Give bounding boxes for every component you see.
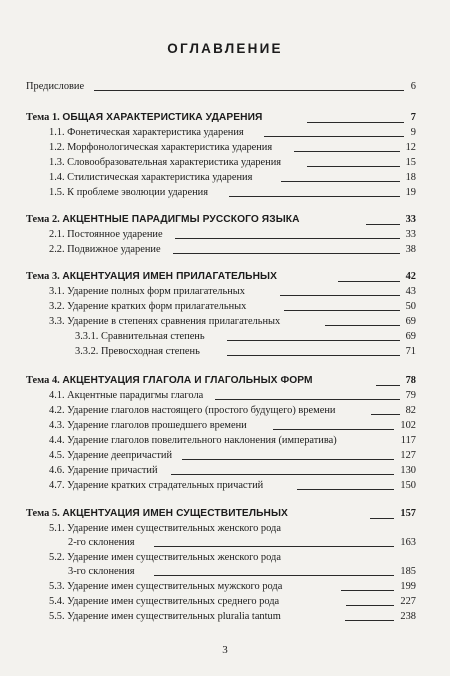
dot-leader (273, 429, 394, 430)
toc-entry-3-3-1[interactable] (75, 330, 416, 344)
page-title: ОГЛАВЛЕНИЕ (167, 41, 283, 56)
toc-entry-label: 3.3.2. Превосходная степень (75, 346, 200, 357)
topic-title: АКЦЕНТУАЦИЯ ИМЕН СУЩЕСТВИТЕЛЬНЫХ (62, 508, 288, 519)
toc-entry-label-cont: 3-го склонения (68, 566, 135, 577)
toc-entry-4-7[interactable] (49, 479, 416, 493)
toc-entry-2-2[interactable] (49, 243, 416, 257)
toc-entry-label: 2.2. Подвижное ударение (49, 244, 161, 255)
page-number: 3 (222, 644, 228, 656)
toc-entry-page: 38 (405, 244, 416, 255)
toc-entry-4-2[interactable] (49, 404, 416, 418)
toc-entry-4-1[interactable] (49, 389, 416, 403)
dot-leader (294, 151, 400, 152)
toc-entry-page: 43 (405, 286, 416, 297)
toc-entry-page: 127 (400, 450, 416, 461)
toc-entry-4-3[interactable] (49, 419, 416, 433)
dot-leader (297, 489, 394, 490)
toc-entry-5-1[interactable] (49, 522, 416, 536)
toc-entry-preface[interactable] (26, 80, 416, 94)
toc-entry-1-2[interactable] (49, 141, 416, 155)
dot-leader (173, 253, 400, 254)
topic-prefix: Тема 1. (26, 112, 63, 123)
toc-entry-5-2[interactable] (49, 551, 416, 565)
dot-leader (227, 355, 400, 356)
toc-entry-label: Предисловие (26, 81, 85, 92)
toc-entry-2-1[interactable] (49, 228, 416, 242)
topic-prefix: Тема 5. (26, 508, 63, 519)
toc-entry-page: 227 (400, 596, 416, 607)
toc-entry-page: 78 (405, 375, 416, 386)
dot-leader (284, 310, 400, 311)
dot-leader (154, 575, 394, 576)
toc-entry-label: 3.3.1. Сравнительная степень (75, 331, 205, 342)
toc-entry-page: 79 (405, 390, 416, 401)
toc-entry-label: 4.6. Ударение причастий (49, 465, 158, 476)
toc-entry-label: 4.5. Ударение деепричастий (49, 450, 173, 461)
dot-leader (227, 340, 400, 341)
toc-entry-1-1[interactable] (49, 126, 416, 140)
dot-leader (307, 122, 404, 123)
dot-leader (341, 590, 394, 591)
toc-entry-page: 6 (410, 81, 416, 92)
toc-entry-page: 12 (405, 142, 416, 153)
topic-title: ОБЩАЯ ХАРАКТЕРИСТИКА УДАРЕНИЯ (62, 112, 263, 123)
toc-entry-1-3[interactable] (49, 156, 416, 170)
toc-entry-label: 4.7. Ударение кратких страдательных причастий (49, 480, 264, 491)
dot-leader (264, 136, 404, 137)
toc-entry-page: 33 (405, 214, 416, 225)
dot-leader (346, 605, 394, 606)
toc-entry-label: 3.3. Ударение в степенях сравнения прилагательных (49, 316, 281, 327)
dot-leader (345, 620, 394, 621)
toc-entry-page: 102 (400, 420, 416, 431)
toc-entry-4-6[interactable] (49, 464, 416, 478)
toc-entry-label-cont: 2-го склонения (68, 537, 135, 548)
toc-entry-1-5[interactable] (49, 186, 416, 200)
toc-entry-page: 19 (405, 187, 416, 198)
toc-topic-5[interactable] (26, 507, 416, 521)
toc-entry-page: 185 (400, 566, 416, 577)
toc-entry-page: 7 (410, 112, 416, 123)
toc-entry-label: 4.2. Ударение глаголов настоящего (простого будущего) времени (49, 405, 336, 416)
toc-entry-label: 5.2. Ударение имен существительных женского рода (49, 552, 281, 563)
toc-entry-page: 163 (400, 537, 416, 548)
toc-entry-page: 117 (400, 435, 416, 446)
toc-entry-4-4[interactable] (49, 434, 416, 448)
toc-entry-label: 1.1. Фонетическая характеристика ударения (49, 127, 244, 138)
toc-entry-3-3-2[interactable] (75, 345, 416, 359)
toc-entry-label: 4.4. Ударение глаголов повелительного наклонения (императива) (49, 435, 337, 446)
topic-title: АКЦЕНТНЫЕ ПАРАДИГМЫ РУССКОГО ЯЗЫКА (62, 214, 300, 225)
toc-entry-page: 33 (405, 229, 416, 240)
toc-entry-label: 4.3. Ударение глаголов прошедшего времени (49, 420, 247, 431)
dot-leader (175, 238, 400, 239)
toc-entry-page: 42 (405, 271, 416, 282)
dot-leader (182, 459, 394, 460)
dot-leader (94, 90, 404, 91)
toc-entry-label: 5.3. Ударение имен существительных мужского рода (49, 581, 283, 592)
toc-entry-page: 238 (400, 611, 416, 622)
toc-entry-page: 9 (410, 127, 416, 138)
toc-entry-page: 130 (400, 465, 416, 476)
dot-leader (280, 295, 400, 296)
dot-leader (281, 181, 400, 182)
toc-entry-label: 5.4. Ударение имен существительных среднего рода (49, 596, 280, 607)
toc-entry-3-2[interactable] (49, 300, 416, 314)
topic-prefix: Тема 3. (26, 271, 63, 282)
dot-leader (338, 281, 400, 282)
toc-entry-page: 199 (400, 581, 416, 592)
dot-leader (376, 385, 400, 386)
dot-leader (215, 399, 400, 400)
toc-entry-page: 18 (405, 172, 416, 183)
toc-entry-page: 15 (405, 157, 416, 168)
toc-topic-3[interactable] (26, 270, 416, 284)
toc-entry-4-5[interactable] (49, 449, 416, 463)
toc-entry-page: 69 (405, 331, 416, 342)
dot-leader (366, 224, 400, 225)
toc-entry-page: 82 (405, 405, 416, 416)
toc-entry-3-1[interactable] (49, 285, 416, 299)
topic-title: АКЦЕНТУАЦИЯ ГЛАГОЛА И ГЛАГОЛЬНЫХ ФОРМ (62, 375, 313, 386)
toc-entry-page: 150 (400, 480, 416, 491)
toc-entry-5-2-cont[interactable] (68, 565, 416, 579)
toc-entry-label: 2.1. Постоянное ударение (49, 229, 163, 240)
dot-leader (371, 414, 400, 415)
toc-entry-label: 1.4. Стилистическая характеристика ударения (49, 172, 253, 183)
toc-entry-3-3[interactable] (49, 315, 416, 329)
toc-entry-label: 5.5. Ударение имен существительных pluralia tantum (49, 611, 281, 622)
toc-entry-page: 157 (400, 508, 416, 519)
dot-leader (171, 474, 394, 475)
toc-topic-4[interactable] (26, 374, 416, 388)
toc-entry-label: 3.1. Ударение полных форм прилагательных (49, 286, 245, 297)
toc-entry-5-3[interactable] (49, 580, 416, 594)
toc-entry-page: 71 (405, 346, 416, 357)
toc-topic-2[interactable] (26, 213, 416, 227)
dot-leader (154, 546, 394, 547)
toc-entry-1-4[interactable] (49, 171, 416, 185)
toc-entry-label: 1.2. Морфонологическая характеристика ударения (49, 142, 273, 153)
toc-entry-label: 1.5. К проблеме эволюции ударения (49, 187, 208, 198)
toc-entry-page: 69 (405, 316, 416, 327)
topic-title: АКЦЕНТУАЦИЯ ИМЕН ПРИЛАГАТЕЛЬНЫХ (62, 271, 278, 282)
dot-leader (229, 196, 400, 197)
topic-prefix: Тема 2. (26, 214, 63, 225)
dot-leader (370, 518, 394, 519)
dot-leader (307, 166, 400, 167)
toc-entry-label: 1.3. Словообразовательная характеристика ударения (49, 157, 282, 168)
toc-entry-label: 4.1. Акцентные парадигмы глагола (49, 390, 204, 401)
toc-entry-label: 3.2. Ударение кратких форм прилагательных (49, 301, 247, 312)
toc-entry-5-5[interactable] (49, 610, 416, 624)
dot-leader (325, 325, 400, 326)
toc-entry-5-4[interactable] (49, 595, 416, 609)
toc-entry-5-1-cont[interactable] (68, 536, 416, 550)
toc-entry-page: 50 (405, 301, 416, 312)
toc-topic-1[interactable] (26, 111, 416, 125)
toc-entry-label: 5.1. Ударение имен существительных женского рода (49, 523, 281, 534)
topic-prefix: Тема 4. (26, 375, 63, 386)
